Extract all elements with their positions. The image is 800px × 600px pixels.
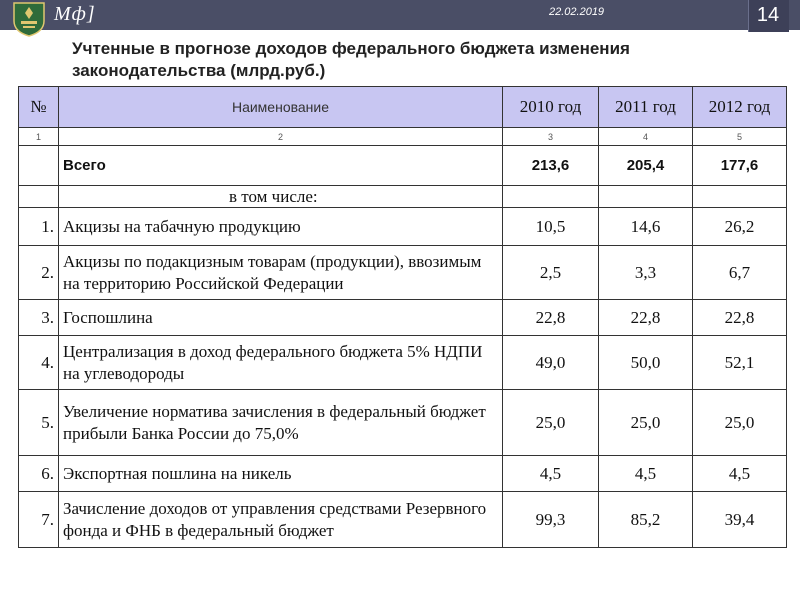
table-row [19,336,787,390]
row-name: Зачисление доходов от управления средствами Резервного фонда и ФНБ в федеральный бюджет [59,492,503,548]
row-2011: 22,8 [599,300,693,336]
row-2012: 39,4 [693,492,787,548]
budget-table [18,86,787,548]
total-number [19,146,59,186]
row-2012: 6,7 [693,246,787,300]
top-bar [0,0,800,30]
subheading-label: в том числе: [59,186,503,208]
row-number: 3. [19,300,59,336]
column-index: 3 [503,128,599,146]
row-number: 2. [19,246,59,300]
page-number: 14 [756,4,780,26]
total-2012: 177,6 [693,146,787,186]
slide-title: Учтенные в прогнозе доходов федерального бюджета изменения законодательства (млрд.руб.) [72,39,630,80]
row-2010: 49,0 [503,336,599,390]
row-2010: 25,0 [503,390,599,456]
table-row [19,300,787,336]
column-index: 4 [599,128,693,146]
row-number: 6. [19,456,59,492]
table-row [19,390,787,456]
column-index: 2 [59,128,503,146]
row-2011: 50,0 [599,336,693,390]
table-row [19,492,787,548]
column-index: 1 [19,128,59,146]
row-2011: 85,2 [599,492,693,548]
total-row [19,146,787,186]
table-header-row [19,87,787,128]
table-row [19,246,787,300]
table-row [19,208,787,246]
row-number: 1. [19,208,59,246]
slide-date: 22.02.2019 [549,6,605,18]
row-2010: 4,5 [503,456,599,492]
total-label: Всего [59,146,503,186]
table-row [19,456,787,492]
column-index-row [19,128,787,146]
total-2010: 213,6 [503,146,599,186]
row-2012: 26,2 [693,208,787,246]
row-2010: 99,3 [503,492,599,548]
row-name: Госпошлина [59,300,503,336]
row-2012: 25,0 [693,390,787,456]
ministry-logo-text: Мф] [54,3,96,25]
total-2011: 205,4 [599,146,693,186]
row-name: Увеличение норматива зачисления в федеральный бюджет прибыли Банка России до 75,0% [59,390,503,456]
row-2011: 4,5 [599,456,693,492]
row-name: Акцизы по подакцизным товарам (продукции), ввозимым на территорию Российской Федерации [59,246,503,300]
row-2010: 22,8 [503,300,599,336]
row-2011: 25,0 [599,390,693,456]
row-name: Экспортная пошлина на никель [59,456,503,492]
row-2010: 10,5 [503,208,599,246]
row-number: 4. [19,336,59,390]
ministry-emblem-icon [10,1,48,37]
column-index: 5 [693,128,787,146]
row-2012: 52,1 [693,336,787,390]
header-number: № [19,87,59,128]
row-number: 5. [19,390,59,456]
row-2012: 22,8 [693,300,787,336]
row-name: Акцизы на табачную продукцию [59,208,503,246]
header-name: Наименование [59,87,503,128]
row-2011: 3,3 [599,246,693,300]
row-name: Централизация в доход федерального бюджета 5% НДПИ на углеводороды [59,336,503,390]
row-number: 7. [19,492,59,548]
subheading-row [19,186,787,208]
header-2012: 2012 год [693,87,787,128]
row-2011: 14,6 [599,208,693,246]
header-2010: 2010 год [503,87,599,128]
row-2010: 2,5 [503,246,599,300]
row-2012: 4,5 [693,456,787,492]
header-2011: 2011 год [599,87,693,128]
